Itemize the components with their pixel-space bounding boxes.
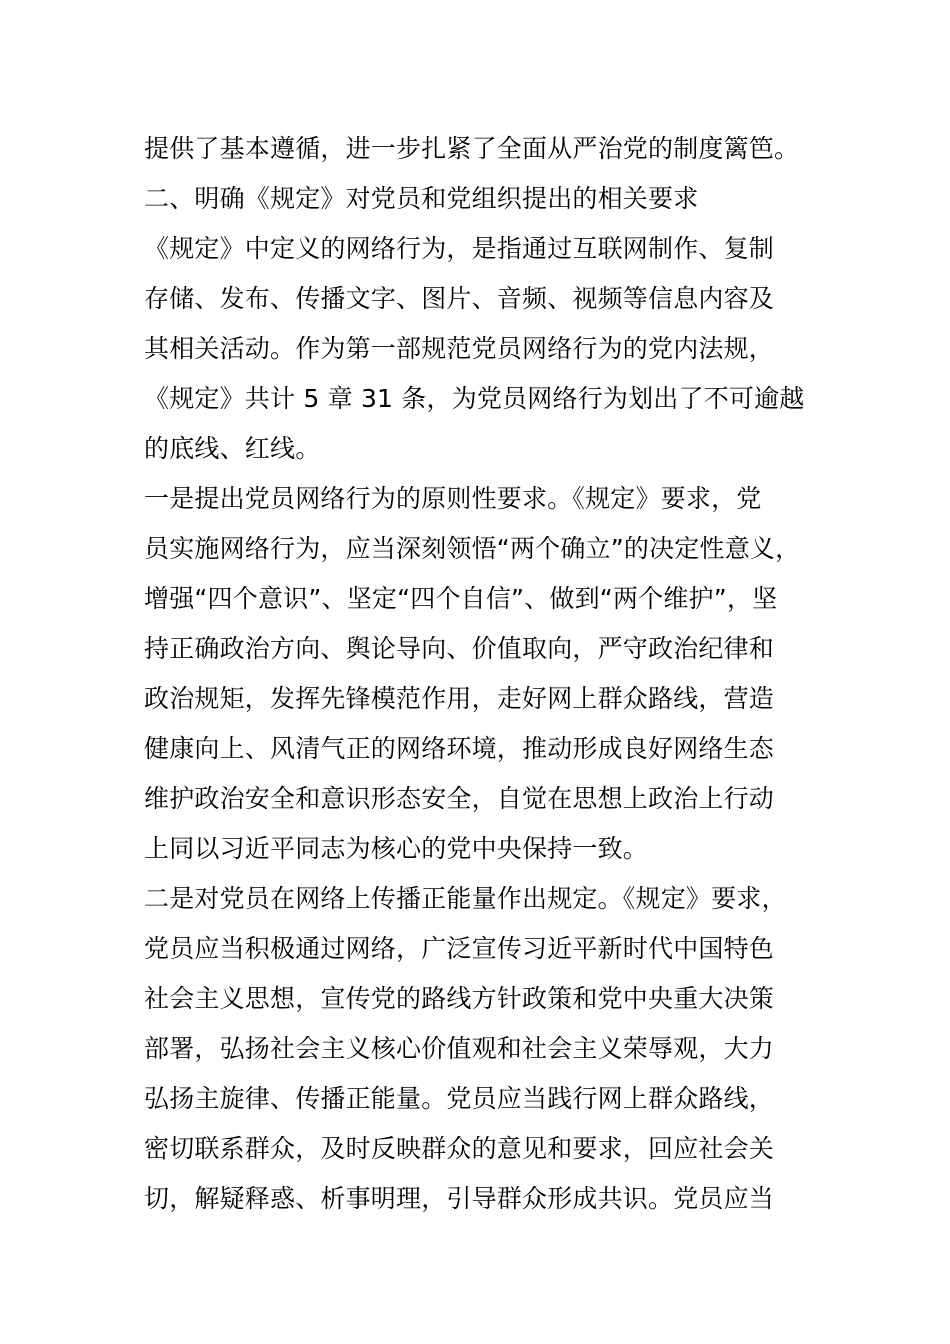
text-line: 员实施网络行为，应当深刻领悟“两个确立”的决定性意义， bbox=[144, 534, 801, 563]
text-line: 持正确政治方向、舆论导向、价值取向，严守政治纪律和 bbox=[144, 634, 775, 663]
text-line: 《规定》共计 5 章 31 条，为党员网络行为划出了不可逾越 bbox=[144, 384, 805, 413]
text-line: 上同以习近平同志为核心的党中央保持一致。 bbox=[144, 834, 649, 863]
text-line: 《规定》中定义的网络行为，是指通过互联网制作、复制 bbox=[144, 234, 775, 263]
text-line: 维护政治安全和意识形态安全，自觉在思想上政治上行动 bbox=[144, 784, 775, 813]
text-line: 密切联系群众，及时反映群众的意见和要求，回应社会关 bbox=[144, 1134, 775, 1163]
text-line: 部署，弘扬社会主义核心价值观和社会主义荣辱观，大力 bbox=[144, 1034, 775, 1063]
text-line: 党员应当积极通过网络，广泛宣传习近平新时代中国特色 bbox=[144, 934, 775, 963]
text-line: 存储、发布、传播文字、图片、音频、视频等信息内容及 bbox=[144, 284, 775, 313]
text-line: 一是提出党员网络行为的原则性要求。《规定》要求，党 bbox=[144, 484, 762, 513]
text-line: 健康向上、风清气正的网络环境，推动形成良好网络生态 bbox=[144, 734, 775, 763]
text-line: 二是对党员在网络上传播正能量作出规定。《规定》要求， bbox=[144, 884, 787, 913]
section-heading: 二、明确《规定》对党员和党组织提出的相关要求 bbox=[144, 184, 699, 213]
text-line: 政治规矩，发挥先锋模范作用，走好网上群众路线，营造 bbox=[144, 684, 775, 713]
text-line: 的底线、红线。 bbox=[144, 434, 321, 463]
text-line: 提供了基本遵循，进一步扎紧了全面从严治党的制度篱笆。 bbox=[144, 134, 800, 163]
text-line: 弘扬主旋律、传播正能量。党员应当践行网上群众路线， bbox=[144, 1084, 775, 1113]
text-line: 其相关活动。作为第一部规范党员网络行为的党内法规， bbox=[144, 334, 775, 363]
text-line: 增强“四个意识”、坚定“四个自信”、做到“两个维护”，坚 bbox=[144, 584, 778, 613]
text-line: 社会主义思想，宣传党的路线方针政策和党中央重大决策 bbox=[144, 984, 775, 1013]
text-line: 切，解疑释惑、析事明理，引导群众形成共识。党员应当 bbox=[144, 1184, 775, 1213]
